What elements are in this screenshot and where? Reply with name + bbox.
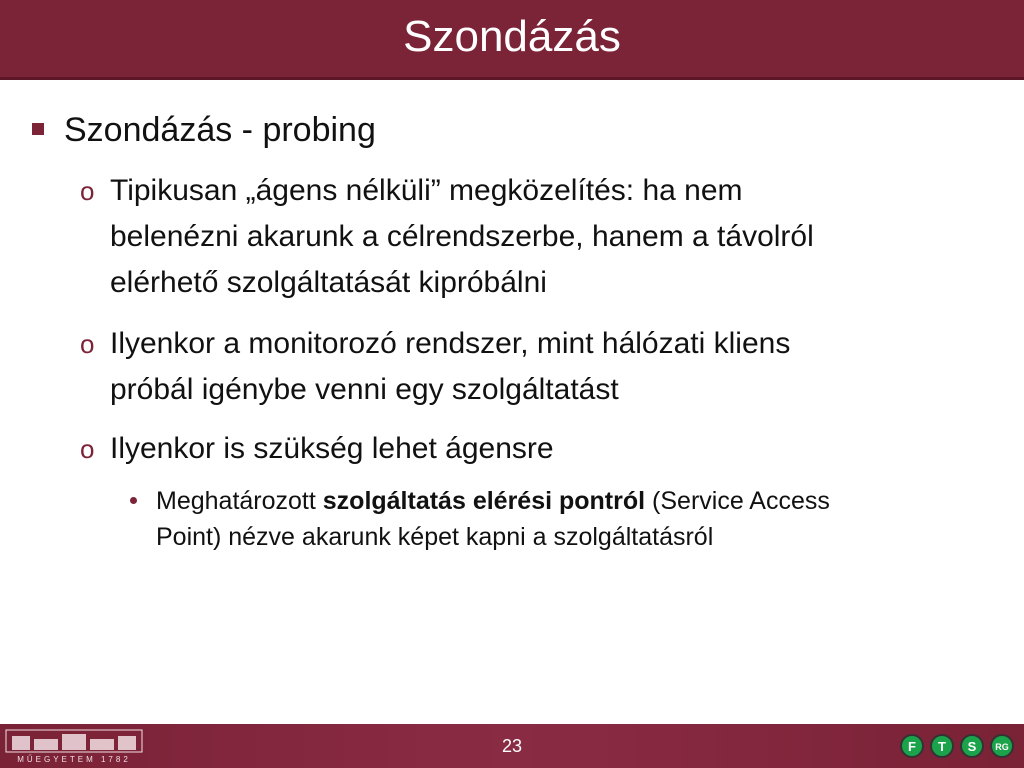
square-bullet-icon: [32, 123, 44, 135]
slide-title: Szondázás: [403, 11, 621, 61]
bullet-level3-bold: szolgáltatás elérési pontról: [322, 487, 646, 515]
circle-bullet-icon: o: [80, 329, 95, 359]
bullet-level2-1-line: Tipikusan „ágens nélküli” megközelítés: ha nem: [110, 174, 743, 207]
bullet-level3-line2: Point) nézve akarunk képet kapni a szolgáltatásról: [156, 523, 714, 551]
ftsrg-logo-letter-f: F: [908, 739, 916, 754]
page-number: 23: [501, 736, 523, 756]
circle-bullet-icon: o: [80, 176, 95, 206]
bullet-level2-2: [110, 321, 790, 413]
university-logo-caption: MŰEGYETEM 1782: [17, 755, 131, 764]
bullet-level2-2-line: Ilyenkor a monitorozó rendszer, mint hálózati kliens: [110, 327, 791, 360]
ftsrg-logo-letter-t: T: [938, 739, 946, 754]
ftsrg-logo-letter-rg: RG: [995, 742, 1009, 752]
bullet-level2-3-line: Ilyenkor is szükség lehet ágensre: [110, 432, 554, 465]
bullet-level3-1: [156, 483, 830, 555]
bullet-level2-3: [110, 426, 554, 472]
bullet-level2-2-line: próbál igénybe venni egy szolgáltatást: [110, 373, 619, 406]
ftsrg-logo: [896, 728, 1022, 764]
bullet-level3-post: (Service Access: [645, 487, 830, 515]
bullet-level1: [64, 110, 376, 150]
bullet-level2-1: [110, 168, 814, 306]
bullet-level2-1-line: elérhető szolgáltatását kipróbálni: [110, 266, 547, 299]
ftsrg-logo-letter-s: S: [967, 739, 977, 754]
bullet-level1-text: Szondázás - probing: [64, 111, 376, 149]
dot-bullet-icon: [130, 497, 137, 504]
footer-bar: [0, 724, 1024, 768]
bullet-level3-pre: Meghatározott: [156, 487, 323, 515]
bullet-level2-1-line: belenézni akarunk a célrendszerbe, hanem a távolról: [110, 220, 814, 253]
circle-bullet-icon: o: [80, 434, 95, 464]
university-logo: [4, 728, 144, 764]
